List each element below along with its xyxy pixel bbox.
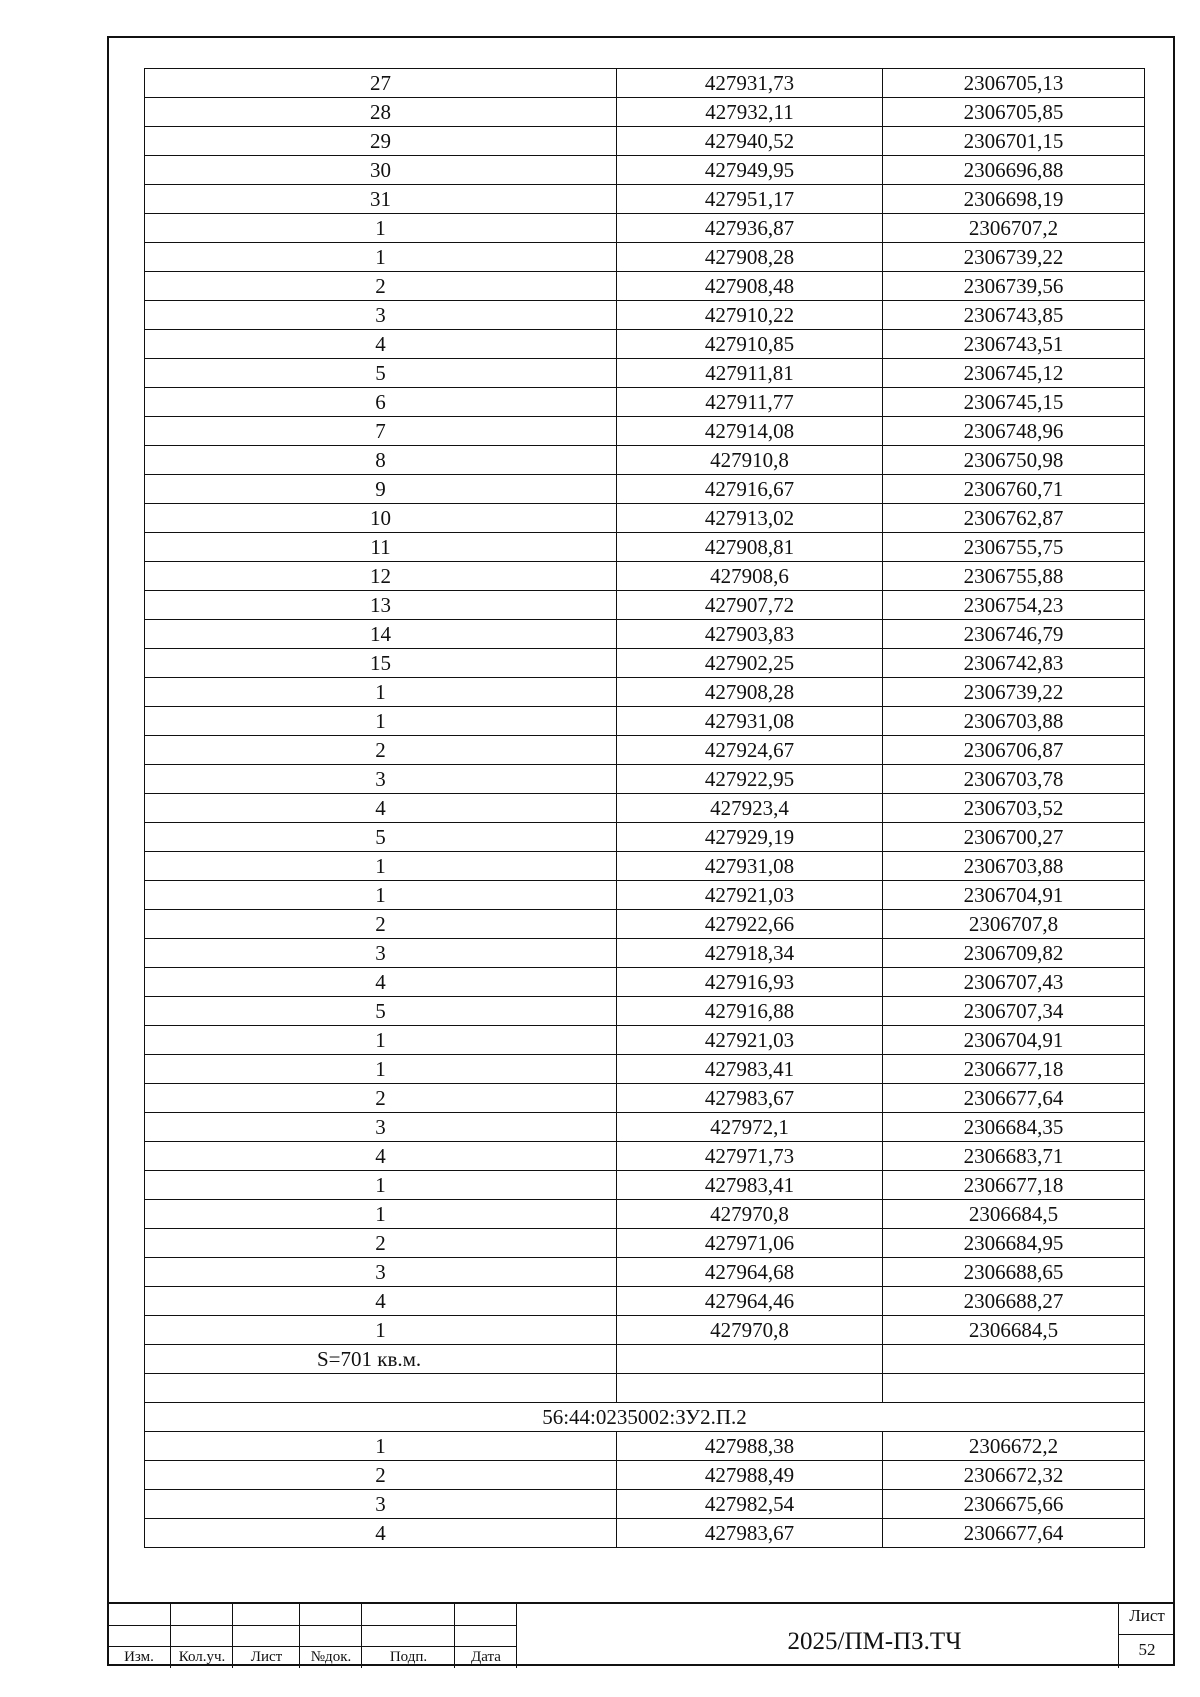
point-number-cell: 28: [145, 98, 617, 127]
coordinates-rows-a: [145, 69, 1145, 1345]
y-coordinate-cell: 2306672,2: [883, 1432, 1145, 1461]
point-number-cell: 15: [145, 649, 617, 678]
point-number-cell: 29: [145, 127, 617, 156]
empty-cell: [145, 1374, 617, 1403]
table-row: [145, 272, 1145, 301]
table-row: [145, 1142, 1145, 1171]
y-coordinate-cell: 2306707,34: [883, 997, 1145, 1026]
stamp-label-kol-uch: Кол.уч.: [178, 1649, 226, 1665]
y-coordinate-cell: 2306739,56: [883, 272, 1145, 301]
table-row: [145, 504, 1145, 533]
x-coordinate-cell: 427902,25: [617, 649, 883, 678]
point-number-cell: 3: [145, 939, 617, 968]
x-coordinate-cell: 427914,08: [617, 417, 883, 446]
y-coordinate-cell: 2306704,91: [883, 881, 1145, 910]
table-row: [145, 649, 1145, 678]
point-number-cell: 4: [145, 330, 617, 359]
point-number-cell: 5: [145, 359, 617, 388]
point-number-cell: 2: [145, 910, 617, 939]
area-row: [145, 1345, 1145, 1374]
table-row: [145, 852, 1145, 881]
y-coordinate-cell: 2306746,79: [883, 620, 1145, 649]
x-coordinate-cell: 427983,41: [617, 1171, 883, 1200]
table-row: [145, 330, 1145, 359]
coordinates-rows-b: [145, 1432, 1145, 1548]
y-coordinate-cell: 2306748,96: [883, 417, 1145, 446]
point-number-cell: 1: [145, 1171, 617, 1200]
table-row: [145, 881, 1145, 910]
table-row: [145, 1200, 1145, 1229]
table-row: [145, 1084, 1145, 1113]
point-number-cell: 12: [145, 562, 617, 591]
y-coordinate-cell: 2306703,78: [883, 765, 1145, 794]
y-coordinate-cell: 2306677,64: [883, 1519, 1145, 1548]
x-coordinate-cell: 427983,67: [617, 1519, 883, 1548]
point-number-cell: 1: [145, 678, 617, 707]
x-coordinate-cell: 427929,19: [617, 823, 883, 852]
table-row: [145, 1113, 1145, 1142]
point-number-cell: 14: [145, 620, 617, 649]
y-coordinate-cell: 2306707,43: [883, 968, 1145, 997]
sheet-label: Лист: [1129, 1606, 1165, 1625]
x-coordinate-cell: 427907,72: [617, 591, 883, 620]
point-number-cell: 1: [145, 881, 617, 910]
y-coordinate-cell: 2306683,71: [883, 1142, 1145, 1171]
y-coordinate-cell: 2306684,95: [883, 1229, 1145, 1258]
x-coordinate-cell: 427988,38: [617, 1432, 883, 1461]
y-coordinate-cell: 2306705,85: [883, 98, 1145, 127]
point-number-cell: 2: [145, 272, 617, 301]
table-row: [145, 823, 1145, 852]
y-coordinate-cell: 2306750,98: [883, 446, 1145, 475]
x-coordinate-cell: 427951,17: [617, 185, 883, 214]
x-coordinate-cell: 427908,6: [617, 562, 883, 591]
table-row: [145, 968, 1145, 997]
y-coordinate-cell: 2306700,27: [883, 823, 1145, 852]
point-number-cell: 2: [145, 736, 617, 765]
y-coordinate-cell: 2306745,12: [883, 359, 1145, 388]
x-coordinate-cell: 427982,54: [617, 1490, 883, 1519]
point-number-cell: 4: [145, 1142, 617, 1171]
y-coordinate-cell: 2306703,88: [883, 852, 1145, 881]
y-coordinate-cell: 2306684,5: [883, 1316, 1145, 1345]
x-coordinate-cell: 427908,48: [617, 272, 883, 301]
y-coordinate-cell: 2306701,15: [883, 127, 1145, 156]
section-title: 56:44:0235002:ЗУ2.П.2: [145, 1403, 1145, 1432]
table-row: [145, 1171, 1145, 1200]
y-coordinate-cell: 2306684,5: [883, 1200, 1145, 1229]
point-number-cell: 13: [145, 591, 617, 620]
stamp-label-data: Дата: [471, 1649, 501, 1665]
x-coordinate-cell: 427931,73: [617, 69, 883, 98]
y-coordinate-cell: 2306684,35: [883, 1113, 1145, 1142]
empty-cell: [617, 1345, 883, 1374]
point-number-cell: 7: [145, 417, 617, 446]
table-row: [145, 214, 1145, 243]
x-coordinate-cell: 427903,83: [617, 620, 883, 649]
y-coordinate-cell: 2306672,32: [883, 1461, 1145, 1490]
stamp-divider: [107, 1646, 517, 1647]
x-coordinate-cell: 427988,49: [617, 1461, 883, 1490]
x-coordinate-cell: 427931,08: [617, 852, 883, 881]
table-row: [145, 185, 1145, 214]
table-row: [145, 388, 1145, 417]
x-coordinate-cell: 427916,88: [617, 997, 883, 1026]
x-coordinate-cell: 427922,66: [617, 910, 883, 939]
point-number-cell: 5: [145, 997, 617, 1026]
x-coordinate-cell: 427911,77: [617, 388, 883, 417]
point-number-cell: 5: [145, 823, 617, 852]
table-row: [145, 591, 1145, 620]
table-row: [145, 997, 1145, 1026]
x-coordinate-cell: 427913,02: [617, 504, 883, 533]
point-number-cell: 1: [145, 1026, 617, 1055]
table-row: [145, 156, 1145, 185]
document-code: 2025/ПМ-ПЗ.ТЧ: [787, 1628, 962, 1655]
stamp-label-podp: Подп.: [389, 1649, 428, 1665]
table-row: [145, 1229, 1145, 1258]
x-coordinate-cell: 427908,28: [617, 243, 883, 272]
table-row: [145, 69, 1145, 98]
section-title-row: [145, 1403, 1145, 1432]
x-coordinate-cell: 427983,67: [617, 1084, 883, 1113]
stamp-label-ndok: №док.: [310, 1649, 352, 1665]
point-number-cell: 1: [145, 243, 617, 272]
point-number-cell: 1: [145, 707, 617, 736]
y-coordinate-cell: 2306739,22: [883, 243, 1145, 272]
table-row: [145, 765, 1145, 794]
empty-cell: [883, 1374, 1145, 1403]
y-coordinate-cell: 2306745,15: [883, 388, 1145, 417]
blank-row: [145, 1374, 1145, 1403]
point-number-cell: 6: [145, 388, 617, 417]
x-coordinate-cell: 427932,11: [617, 98, 883, 127]
point-number-cell: 1: [145, 214, 617, 243]
coordinates-table: [144, 68, 1145, 1548]
point-number-cell: 3: [145, 1490, 617, 1519]
x-coordinate-cell: 427964,46: [617, 1287, 883, 1316]
table-row: [145, 939, 1145, 968]
point-number-cell: 4: [145, 968, 617, 997]
table-row: [145, 127, 1145, 156]
point-number-cell: 8: [145, 446, 617, 475]
table-row: [145, 1316, 1145, 1345]
y-coordinate-cell: 2306707,2: [883, 214, 1145, 243]
point-number-cell: 1: [145, 1055, 617, 1084]
table-row: [145, 794, 1145, 823]
point-number-cell: 11: [145, 533, 617, 562]
point-number-cell: 1: [145, 1432, 617, 1461]
x-coordinate-cell: 427921,03: [617, 1026, 883, 1055]
y-coordinate-cell: 2306742,83: [883, 649, 1145, 678]
point-number-cell: 4: [145, 794, 617, 823]
title-block: [107, 1602, 1175, 1668]
y-coordinate-cell: 2306696,88: [883, 156, 1145, 185]
point-number-cell: 1: [145, 1200, 617, 1229]
x-coordinate-cell: 427923,4: [617, 794, 883, 823]
point-number-cell: 3: [145, 765, 617, 794]
table-row: [145, 475, 1145, 504]
point-number-cell: 2: [145, 1229, 617, 1258]
stamp-divider: [107, 1625, 517, 1626]
point-number-cell: 1: [145, 852, 617, 881]
point-number-cell: 2: [145, 1084, 617, 1113]
table-row: [145, 1055, 1145, 1084]
y-coordinate-cell: 2306675,66: [883, 1490, 1145, 1519]
point-number-cell: 10: [145, 504, 617, 533]
y-coordinate-cell: 2306704,91: [883, 1026, 1145, 1055]
y-coordinate-cell: 2306677,64: [883, 1084, 1145, 1113]
x-coordinate-cell: 427908,81: [617, 533, 883, 562]
empty-cell: [883, 1345, 1145, 1374]
x-coordinate-cell: 427940,52: [617, 127, 883, 156]
point-number-cell: 4: [145, 1519, 617, 1548]
x-coordinate-cell: 427931,08: [617, 707, 883, 736]
x-coordinate-cell: 427964,68: [617, 1258, 883, 1287]
table-row: [145, 678, 1145, 707]
table-row: [145, 736, 1145, 765]
table-row: [145, 98, 1145, 127]
table-row: [145, 417, 1145, 446]
table-row: [145, 359, 1145, 388]
y-coordinate-cell: 2306739,22: [883, 678, 1145, 707]
table-row: [145, 243, 1145, 272]
table-row: [145, 707, 1145, 736]
y-coordinate-cell: 2306703,88: [883, 707, 1145, 736]
sheet-number: 52: [1138, 1640, 1156, 1659]
y-coordinate-cell: 2306743,85: [883, 301, 1145, 330]
x-coordinate-cell: 427983,41: [617, 1055, 883, 1084]
y-coordinate-cell: 2306762,87: [883, 504, 1145, 533]
x-coordinate-cell: 427924,67: [617, 736, 883, 765]
y-coordinate-cell: 2306677,18: [883, 1171, 1145, 1200]
point-number-cell: 3: [145, 1258, 617, 1287]
y-coordinate-cell: 2306705,13: [883, 69, 1145, 98]
x-coordinate-cell: 427910,85: [617, 330, 883, 359]
y-coordinate-cell: 2306688,65: [883, 1258, 1145, 1287]
empty-cell: [617, 1374, 883, 1403]
table-row: [145, 1026, 1145, 1055]
point-number-cell: 30: [145, 156, 617, 185]
stamp-label-list: Лист: [250, 1649, 283, 1665]
y-coordinate-cell: 2306688,27: [883, 1287, 1145, 1316]
x-coordinate-cell: 427970,8: [617, 1200, 883, 1229]
y-coordinate-cell: 2306755,75: [883, 533, 1145, 562]
table-row: [145, 910, 1145, 939]
table-row: [145, 1461, 1145, 1490]
x-coordinate-cell: 427936,87: [617, 214, 883, 243]
table-row: [145, 1490, 1145, 1519]
x-coordinate-cell: 427922,95: [617, 765, 883, 794]
x-coordinate-cell: 427970,8: [617, 1316, 883, 1345]
point-number-cell: 31: [145, 185, 617, 214]
x-coordinate-cell: 427918,34: [617, 939, 883, 968]
y-coordinate-cell: 2306706,87: [883, 736, 1145, 765]
x-coordinate-cell: 427972,1: [617, 1113, 883, 1142]
x-coordinate-cell: 427971,73: [617, 1142, 883, 1171]
point-number-cell: 3: [145, 301, 617, 330]
table-row: [145, 1258, 1145, 1287]
point-number-cell: 2: [145, 1461, 617, 1490]
x-coordinate-cell: 427971,06: [617, 1229, 883, 1258]
y-coordinate-cell: 2306698,19: [883, 185, 1145, 214]
y-coordinate-cell: 2306743,51: [883, 330, 1145, 359]
x-coordinate-cell: 427911,81: [617, 359, 883, 388]
y-coordinate-cell: 2306709,82: [883, 939, 1145, 968]
area-section: [145, 1345, 1145, 1432]
table-row: [145, 562, 1145, 591]
y-coordinate-cell: 2306754,23: [883, 591, 1145, 620]
table-row: [145, 301, 1145, 330]
point-number-cell: 27: [145, 69, 617, 98]
table-row: [145, 1287, 1145, 1316]
table-row: [145, 446, 1145, 475]
table-row: [145, 620, 1145, 649]
x-coordinate-cell: 427916,93: [617, 968, 883, 997]
y-coordinate-cell: 2306703,52: [883, 794, 1145, 823]
x-coordinate-cell: 427910,22: [617, 301, 883, 330]
x-coordinate-cell: 427921,03: [617, 881, 883, 910]
x-coordinate-cell: 427949,95: [617, 156, 883, 185]
y-coordinate-cell: 2306760,71: [883, 475, 1145, 504]
table-row: [145, 1432, 1145, 1461]
x-coordinate-cell: 427910,8: [617, 446, 883, 475]
point-number-cell: 1: [145, 1316, 617, 1345]
area-label: S=701 кв.м.: [145, 1345, 617, 1374]
point-number-cell: 3: [145, 1113, 617, 1142]
y-coordinate-cell: 2306707,8: [883, 910, 1145, 939]
x-coordinate-cell: 427908,28: [617, 678, 883, 707]
y-coordinate-cell: 2306677,18: [883, 1055, 1145, 1084]
table-row: [145, 1519, 1145, 1548]
table-row: [145, 533, 1145, 562]
x-coordinate-cell: 427916,67: [617, 475, 883, 504]
point-number-cell: 4: [145, 1287, 617, 1316]
stamp-label-izm: Изм.: [124, 1649, 154, 1665]
y-coordinate-cell: 2306755,88: [883, 562, 1145, 591]
point-number-cell: 9: [145, 475, 617, 504]
